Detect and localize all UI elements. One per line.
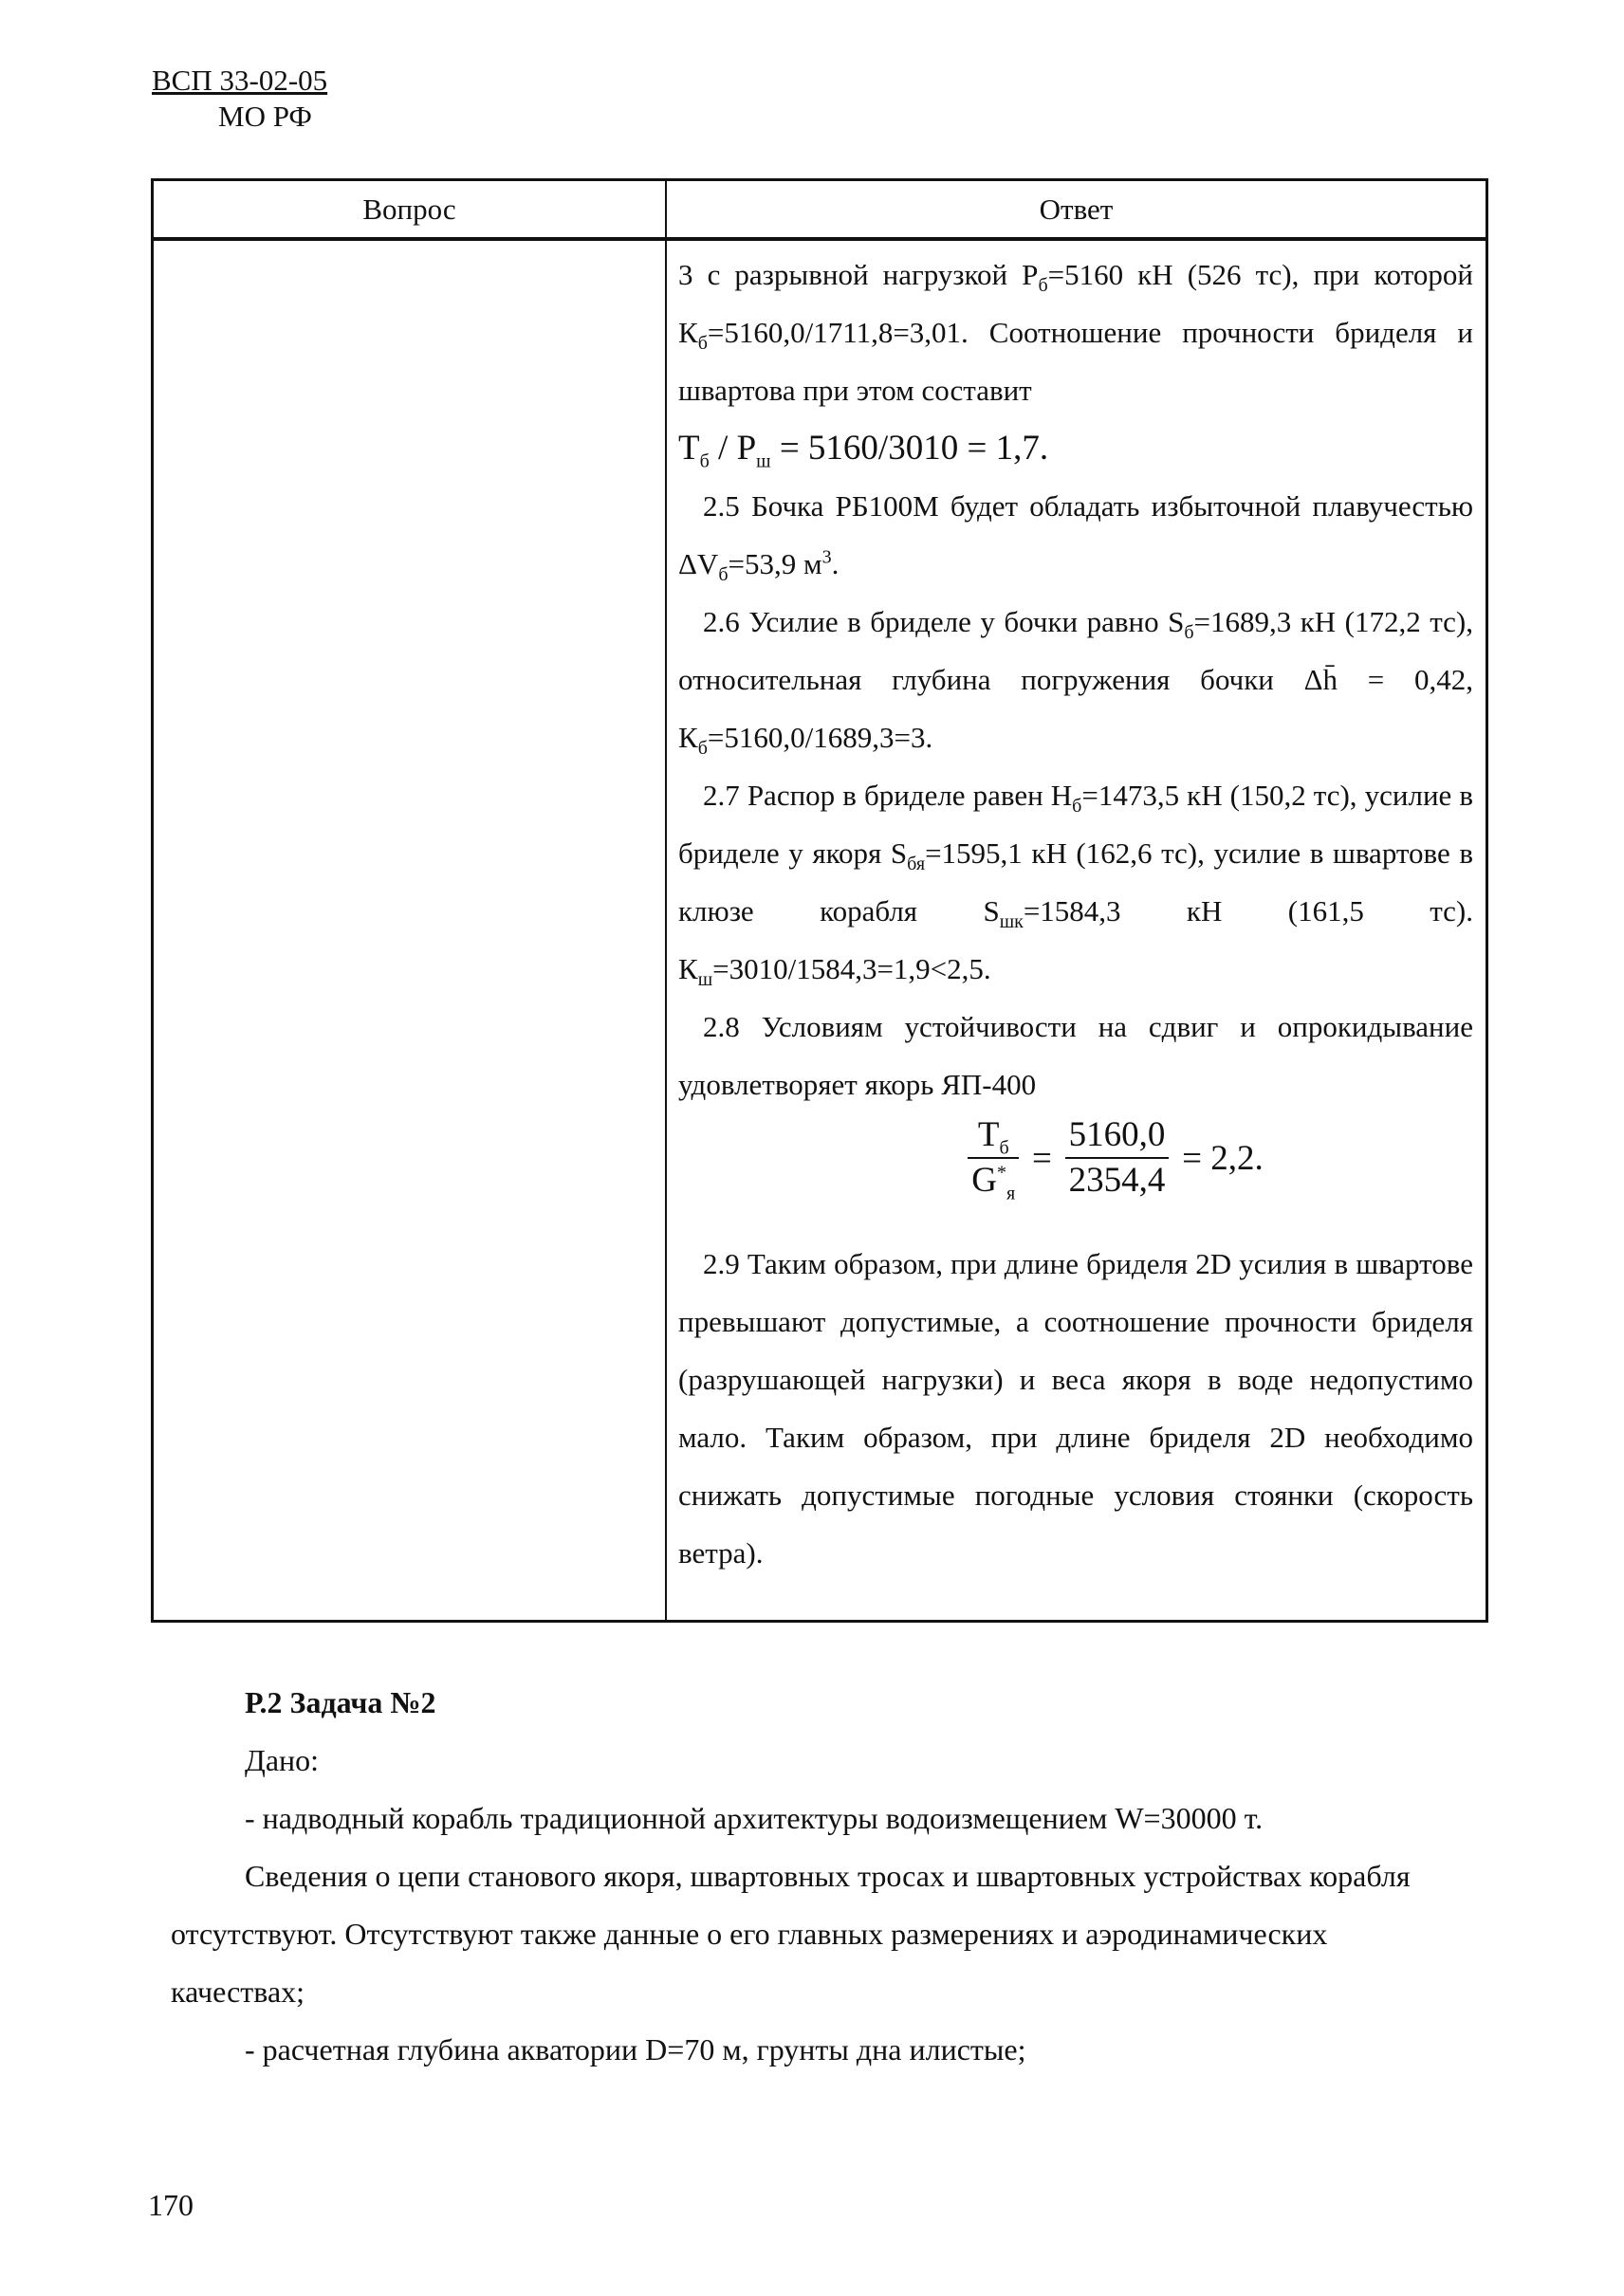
document-code: ВСП 33-02-05 bbox=[152, 64, 328, 97]
task-section bbox=[171, 1674, 1442, 2079]
table-header-row bbox=[154, 181, 1486, 241]
answer-cell bbox=[678, 246, 1473, 1582]
answer-paragraph-2-6: 2.6 Усилие в бриделе у бочки равно $S_б=1689,3$ кН (172,2 тс), относительная глубина погружения бочки Δh̄ = 0,42, $К_б=5160,0/1689,3=3$. bbox=[678, 605, 1474, 760]
answer-paragraph-2-8: 2.8 Условиям устойчивости на сдвиг и опрокидывание удовлетворяет якорь ЯП-400 bbox=[678, 1010, 1473, 1101]
column-header-question: Вопрос bbox=[362, 193, 456, 226]
fraction-symbolic: $\frac{Т_б}{G^*_я}$ bbox=[968, 1113, 1019, 1203]
task-item-depth: - расчетная глубина акватории D=70 м, грунты дна илистые; bbox=[245, 2032, 1026, 2066]
task-item-ship: - надводный корабль традиционной архитектуры водоизмещением W=30000 т. bbox=[245, 1801, 1264, 1835]
answer-paragraph-2-9: 2.9 Таким образом, при длине бриделя 2D усилия в швартове превышают допустимые, а соотношение прочности бриделя (разрушающей нагрузки) и веса якоря в воде недопустимо мало. Таким образом, при длине бриделя 2D необходимо снижать допустимые погодные условия стоянки (скорость ветра). bbox=[678, 1247, 1473, 1570]
column-divider bbox=[665, 181, 667, 1620]
qa-table bbox=[151, 178, 1488, 1623]
answer-paragraph-2-5: 2.5 Бочка РБ100М будет обладать избыточной плавучестью $\Delta V_б=53,9$ $м^3$. bbox=[678, 489, 1473, 586]
column-header-answer: Ответ bbox=[1039, 193, 1114, 226]
task-title: Р.2 Задача №2 bbox=[245, 1685, 436, 1719]
answer-paragraph-2-7: 2.7 Распор в бриделе равен $Н_б=1473,5$ кН (150,2 тс), усилие в бриделе у якоря $S_{бя}=1595,1$ кН (162,6 тс), усилие в швартове в клюзе корабля $S_{шк}=1584,3$ кН (161,5 тс). $К_ш=3010/1584,3=1,9<2,5$. bbox=[678, 779, 1473, 991]
document-org: МО РФ bbox=[218, 100, 312, 133]
document-header bbox=[152, 63, 327, 135]
task-given-label: Дано: bbox=[245, 1743, 320, 1777]
fraction-numeric: $\frac{5160,0}{2354,4}$ bbox=[1065, 1113, 1170, 1203]
formula-strength-ratio: $Т_б / Р_ш = 5160/3010 = 1,7$. bbox=[678, 429, 1049, 472]
answer-paragraph-continuation: 3 с разрывной нагрузкой $Р_б=5160$ кН (526 тс), при которой $К_б=5160,0/1711,8=3,01$. Соотношение прочности бриделя и швартова при этом составит bbox=[678, 258, 1473, 407]
task-paragraph-info: Сведения о цепи станового якоря, швартовных тросах и швартовных устройствах корабля отсутствуют. Отсутствуют также данные о его главных размерениях и аэродинамических качествах; bbox=[171, 1859, 1411, 2009]
formula-stability-ratio: $\frac{Т_б}{G^*_я}$ = $\frac{5160,0}{2354,4}$ = 2,2. bbox=[678, 1113, 1473, 1235]
page-number: 170 bbox=[148, 2188, 194, 2222]
